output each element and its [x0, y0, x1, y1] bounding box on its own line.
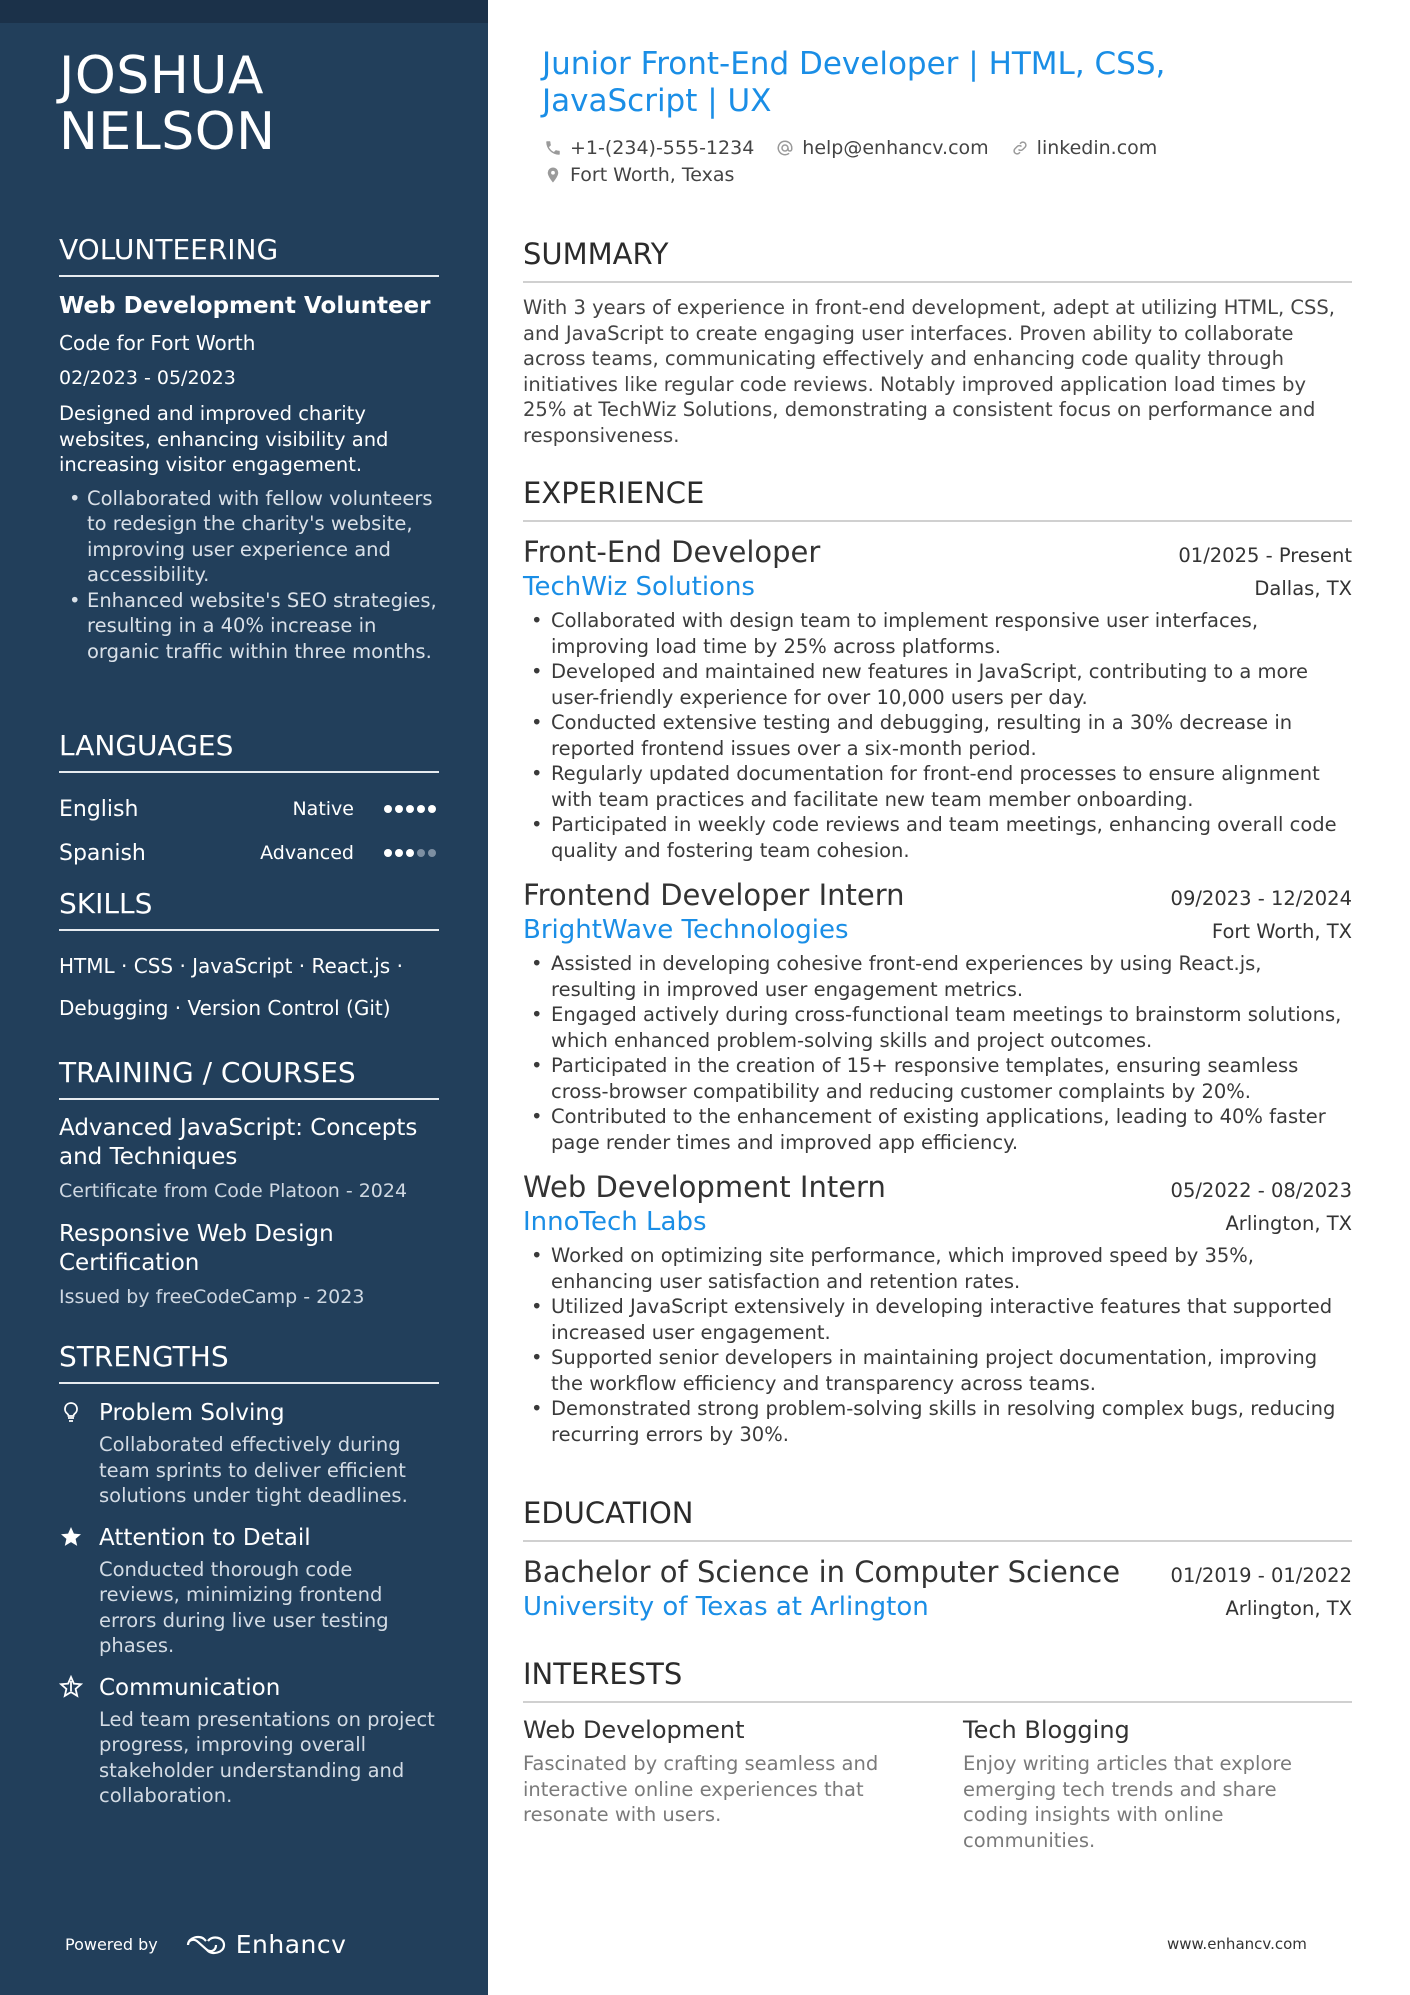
rating-dot [428, 849, 436, 857]
rating-dot [417, 805, 425, 813]
strength-title: Attention to Detail [99, 1524, 311, 1551]
summary-text: With 3 years of experience in front-end development, adept at utilizing HTML, CSS, and JavaScript to create engaging user interfaces. Proven ability to collaborate across teams, communicating effectively and enhancing code quality through initiatives like regular code reviews. Notably improved application load times by 25% at TechWiz Solutions, demonstrating a consistent focus on performance and responsiveness. [523, 296, 1335, 447]
school-name: University of Texas at Arlington [523, 1592, 929, 1622]
powered-by-label: Powered by [65, 1935, 158, 1954]
language-rating [384, 805, 436, 813]
summary-section [523, 237, 1352, 448]
enhancv-logo-icon [184, 1933, 228, 1957]
job-title: Web Development Intern [523, 1170, 886, 1204]
strength-item [59, 1673, 439, 1809]
section-title: VOLUNTEERING [59, 233, 439, 277]
language-rating [384, 849, 436, 857]
list-item: • Collaborated with design team to implement responsive user interfaces, improving load time by 25% across platforms. [523, 608, 1352, 659]
volunteer-role: Web Development Volunteer [59, 293, 431, 319]
section-title: EXPERIENCE [523, 476, 1352, 522]
language-row [59, 831, 439, 875]
job-entry [523, 877, 1352, 1155]
section-title: INTERESTS [523, 1657, 1352, 1703]
phone-text[interactable]: +1-(234)-555-1234 [570, 137, 755, 159]
degree-title: Bachelor of Science in Computer Science [523, 1555, 1121, 1589]
course-title: Advanced JavaScript: Concepts and Techniques [59, 1115, 418, 1170]
list-item: • Supported senior developers in maintaining project documentation, improving the workflow efficiency and transparency across teams. [523, 1345, 1352, 1396]
candidate-name: JOSHUA NELSON [59, 46, 276, 162]
job-date: 01/2025 - Present [1178, 544, 1352, 567]
interests-section [523, 1657, 1352, 1853]
job-bullets [523, 608, 1352, 863]
job-title: Front-End Developer [523, 535, 821, 569]
star-outline-icon [59, 1675, 83, 1699]
education-location: Arlington, TX [1225, 1597, 1352, 1620]
rating-dot [417, 849, 425, 857]
rating-dot [406, 805, 414, 813]
linkedin-link[interactable]: linkedin.com [1036, 137, 1158, 159]
volunteer-description: Designed and improved charity websites, enhancing visibility and increasing visitor engagement. [59, 402, 389, 476]
location-text: Fort Worth, Texas [570, 164, 735, 186]
interest-item [523, 1715, 903, 1853]
job-entry [523, 534, 1352, 863]
list-item: • Participated in weekly code reviews and team meetings, enhancing overall code quality and fostering team cohesion. [523, 812, 1352, 863]
location-row [544, 164, 756, 186]
job-location: Arlington, TX [1225, 1212, 1352, 1235]
section-title: TRAINING / COURSES [59, 1056, 439, 1100]
skills-section [59, 887, 439, 1029]
skills-line: HTML · CSS · JavaScript · React.js · [59, 954, 403, 978]
strength-title: Communication [99, 1674, 281, 1701]
strengths-section [59, 1340, 439, 1823]
strength-description: Led team presentations on project progress, improving overall stakeholder understanding and collaboration. [99, 1707, 435, 1807]
list-item: • Assisted in developing cohesive front-end experiences by using React.js, resulting in improved user engagement metrics. [523, 951, 1352, 1002]
volunteering-section [59, 233, 439, 664]
interest-description: Enjoy writing articles that explore emerging tech trends and share coding insights with online communities. [963, 1752, 1292, 1852]
list-item: • Worked on optimizing site performance, which improved speed by 35%, enhancing user satisfaction and retention rates. [523, 1243, 1352, 1294]
company-name: InnoTech Labs [523, 1207, 707, 1237]
rating-dot [384, 805, 392, 813]
training-section [59, 1056, 439, 1326]
job-date: 05/2022 - 08/2023 [1170, 1179, 1352, 1202]
section-title: EDUCATION [523, 1496, 1352, 1542]
volunteer-bullets [59, 486, 439, 665]
list-item: • Conducted extensive testing and debugging, resulting in a 30% decrease in reported frontend issues over a six-month period. [523, 710, 1352, 761]
star-icon [59, 1525, 83, 1549]
list-item: • Collaborated with fellow volunteers to redesign the charity's website, improving user experience and accessibility. [59, 486, 439, 588]
link-icon [1011, 139, 1029, 157]
rating-dot [384, 849, 392, 857]
rating-dot [395, 805, 403, 813]
list-item: • Regularly updated documentation for front-end processes to ensure alignment with team practices and facilitate new team member onboarding. [523, 761, 1352, 812]
interest-title: Tech Blogging [963, 1716, 1130, 1744]
contact-row [544, 137, 1179, 159]
list-item: • Participated in the creation of 15+ responsive templates, ensuring seamless cross-browser compatibility and reducing customer complaints by 20%. [523, 1053, 1352, 1104]
interest-title: Web Development [523, 1716, 745, 1744]
volunteer-org: Code for Fort Worth [59, 331, 256, 355]
rating-dot [428, 805, 436, 813]
education-date: 01/2019 - 01/2022 [1170, 1564, 1352, 1587]
list-item: • Developed and maintained new features in JavaScript, contributing to a more user-friendly experience for over 10,000 users per day. [523, 659, 1352, 710]
course-issuer: Issued by freeCodeCamp - 2023 [59, 1286, 365, 1308]
course-issuer: Certificate from Code Platoon - 2024 [59, 1180, 408, 1202]
job-title: Frontend Developer Intern [523, 878, 905, 912]
job-location: Fort Worth, TX [1211, 920, 1352, 943]
sidebar-top-band [0, 0, 488, 23]
job-location: Dallas, TX [1254, 577, 1352, 600]
at-icon [776, 139, 794, 157]
list-item: • Utilized JavaScript extensively in developing interactive features that supported increased user engagement. [523, 1294, 1352, 1345]
skills-line: Debugging · Version Control (Git) [59, 996, 391, 1020]
brand-logo [184, 1930, 347, 1959]
strength-item [59, 1398, 439, 1509]
job-bullets [523, 951, 1352, 1155]
strength-description: Conducted thorough code reviews, minimizing frontend errors during live user testing phases. [99, 1557, 389, 1657]
job-bullets [523, 1243, 1352, 1447]
phone-item [544, 137, 754, 159]
email-item [776, 137, 988, 159]
company-name: TechWiz Solutions [523, 572, 755, 602]
section-title: STRENGTHS [59, 1340, 439, 1384]
language-name: Spanish [59, 840, 146, 866]
language-level: Advanced [260, 842, 354, 864]
experience-section [523, 476, 1352, 1461]
language-level: Native [292, 798, 354, 820]
interest-description: Fascinated by crafting seamless and interactive online experiences that resonate with users. [523, 1752, 879, 1826]
section-title: SKILLS [59, 887, 439, 931]
footer-site-link[interactable]: www.enhancv.com [1167, 1935, 1307, 1953]
rating-dot [406, 849, 414, 857]
job-date: 09/2023 - 12/2024 [1170, 887, 1352, 910]
list-item: • Contributed to the enhancement of existing applications, leading to 40% faster page render times and improved app efficiency. [523, 1104, 1352, 1155]
phone-icon [544, 139, 562, 157]
list-item: • Engaged actively during cross-functional team meetings to brainstorm solutions, which enhanced problem-solving skills and project outcomes. [523, 1002, 1352, 1053]
list-item: • Demonstrated strong problem-solving skills in resolving complex bugs, reducing recurring errors by 30%. [523, 1396, 1352, 1447]
section-title: SUMMARY [523, 237, 1352, 283]
location-pin-icon [544, 165, 562, 185]
language-name: English [59, 796, 139, 822]
languages-section [59, 729, 439, 875]
interest-item [963, 1715, 1343, 1853]
linkedin-item [1011, 137, 1158, 159]
email-link[interactable]: help@enhancv.com [802, 137, 989, 159]
education-section [523, 1496, 1352, 1624]
powered-by [65, 1930, 346, 1959]
list-item: • Enhanced website's SEO strategies, resulting in a 40% increase in organic traffic within three months. [59, 588, 439, 665]
language-row [59, 787, 439, 831]
job-entry [523, 1169, 1352, 1447]
brand-name: Enhancv [235, 1930, 347, 1959]
headline: Junior Front-End Developer | HTML, CSS, JavaScript | UX [542, 46, 1166, 119]
sidebar [0, 0, 488, 1995]
volunteer-date: 02/2023 - 05/2023 [59, 367, 236, 389]
rating-dot [395, 849, 403, 857]
course-title: Responsive Web Design Certification [59, 1221, 334, 1276]
section-title: LANGUAGES [59, 729, 439, 773]
strength-title: Problem Solving [99, 1400, 285, 1426]
company-name: BrightWave Technologies [523, 915, 849, 945]
strength-description: Collaborated effectively during team sprints to deliver efficient solutions under tight deadlines. [99, 1433, 408, 1507]
lightbulb-icon [59, 1400, 83, 1424]
location-item [544, 164, 734, 186]
strength-item [59, 1523, 439, 1659]
